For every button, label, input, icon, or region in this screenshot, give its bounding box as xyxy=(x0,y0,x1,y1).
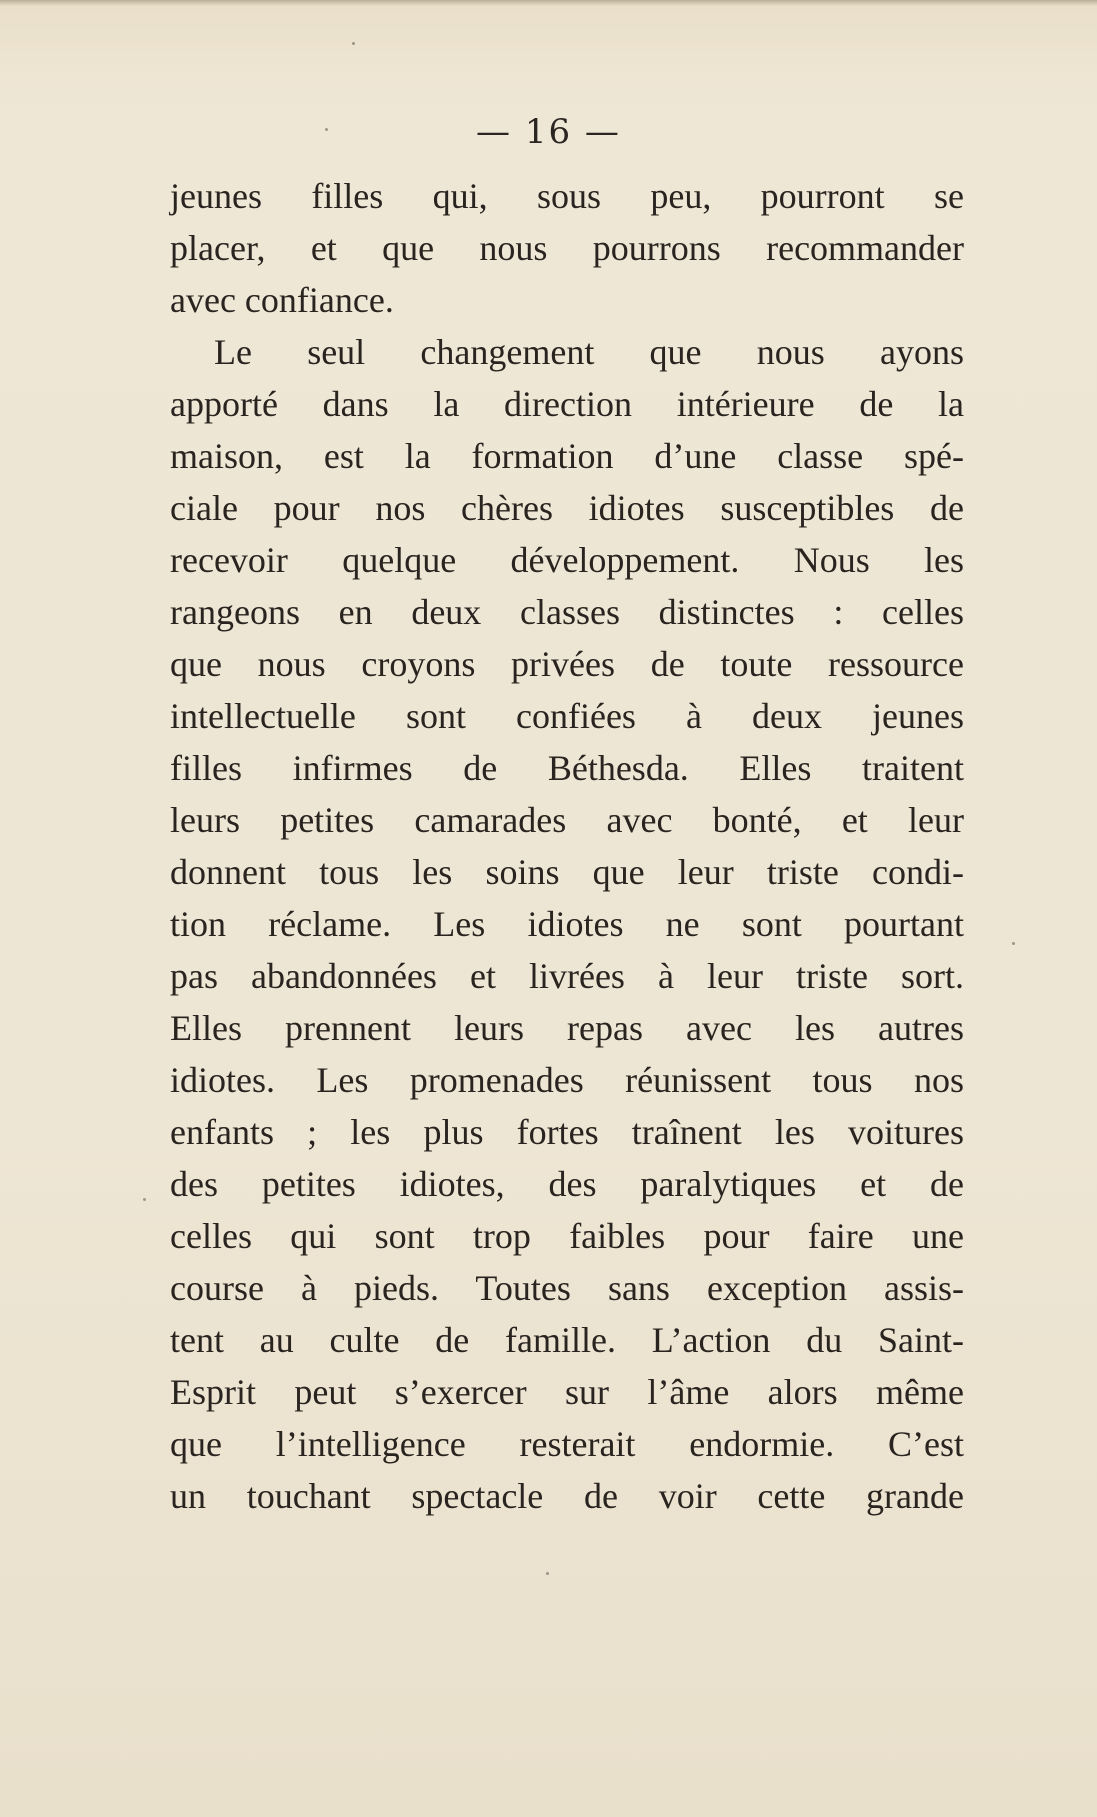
text-line: placer, et que nous pourrons recommander xyxy=(170,228,964,268)
text-line: ciale pour nos chères idiotes susceptibles de xyxy=(170,488,964,528)
text-line: pas abandonnées et livrées à leur triste sort. xyxy=(170,956,964,996)
paper-speck xyxy=(352,42,355,45)
text-line: enfants ; les plus fortes traînent les voitures xyxy=(170,1112,964,1152)
text-line: Esprit peut s’exercer sur l’âme alors même xyxy=(170,1372,964,1412)
text-line: course à pieds. Toutes sans exception assis- xyxy=(170,1268,964,1308)
text-line: avec confiance. xyxy=(170,280,394,320)
text-line: que l’intelligence resterait endormie. C’est xyxy=(170,1424,964,1464)
text-line: donnent tous les soins que leur triste condi- xyxy=(170,852,964,892)
text-line: Elles prennent leurs repas avec les autres xyxy=(170,1008,964,1048)
text-line: apporté dans la direction intérieure de la xyxy=(170,384,964,424)
paper-speck xyxy=(1012,942,1015,945)
text-line: rangeons en deux classes distinctes : celles xyxy=(170,592,964,632)
text-line: Le seul changement que nous ayons xyxy=(214,332,964,372)
text-line: que nous croyons privées de toute ressource xyxy=(170,644,964,684)
text-line: celles qui sont trop faibles pour faire une xyxy=(170,1216,964,1256)
text-line: intellectuelle sont confiées à deux jeunes xyxy=(170,696,964,736)
body-text xyxy=(170,170,964,1522)
paper-speck xyxy=(143,1198,146,1201)
page-number: — 16 — xyxy=(476,112,621,152)
paper-speck xyxy=(325,128,328,131)
paper-speck xyxy=(546,1572,549,1575)
text-line: recevoir quelque développement. Nous les xyxy=(170,540,964,580)
text-line: jeunes filles qui, sous peu, pourront se xyxy=(170,176,964,216)
text-line: des petites idiotes, des paralytiques et de xyxy=(170,1164,964,1204)
text-line: tent au culte de famille. L’action du Saint- xyxy=(170,1320,964,1360)
text-line: un touchant spectacle de voir cette grande xyxy=(170,1476,964,1516)
text-line: idiotes. Les promenades réunissent tous nos xyxy=(170,1060,964,1100)
text-line: tion réclame. Les idiotes ne sont pourtant xyxy=(170,904,964,944)
text-line: filles infirmes de Béthesda. Elles traitent xyxy=(170,748,964,788)
text-line: maison, est la formation d’une classe spé- xyxy=(170,436,964,476)
text-line: leurs petites camarades avec bonté, et leur xyxy=(170,800,964,840)
page-top-edge xyxy=(0,0,1097,6)
